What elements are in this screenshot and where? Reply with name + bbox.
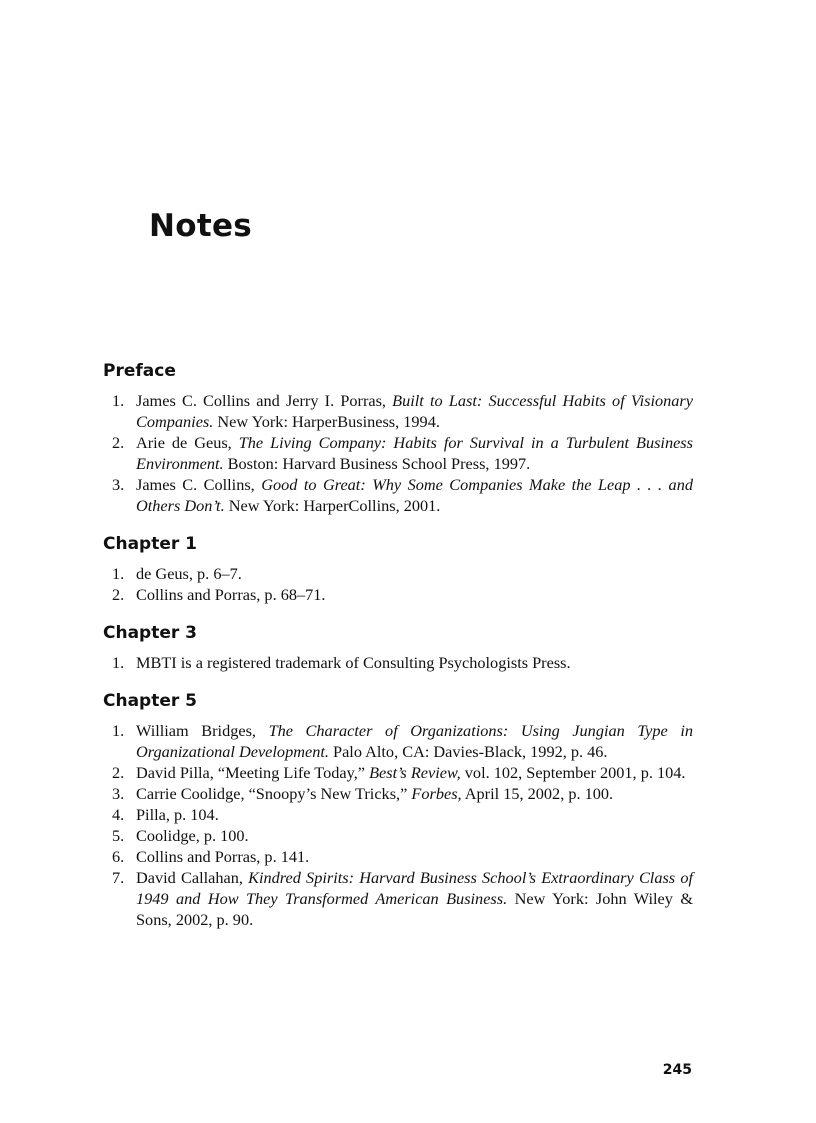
note-number: 3.: [112, 475, 125, 494]
notes-list: [103, 390, 693, 516]
note-item: [103, 432, 693, 474]
section-preface: [103, 359, 693, 516]
section-heading: Chapter 3: [103, 623, 198, 643]
note-text-segment: Carrie Coolidge, “Snoopy’s New Tricks,”: [136, 784, 412, 803]
notes-list: [103, 652, 693, 673]
section-chapter-5: [103, 689, 693, 930]
note-text: [136, 847, 309, 866]
note-text: [136, 475, 693, 515]
note-number: 1.: [112, 564, 125, 583]
page-title: Notes: [149, 208, 253, 244]
note-number: 1.: [112, 653, 125, 672]
note-text-segment: Collins and Porras, p. 68–71.: [136, 585, 326, 604]
note-number: 1.: [112, 391, 125, 410]
note-text-segment: New York: John Wiley & Sons, 2002, p. 90.: [136, 889, 693, 929]
note-item: [103, 563, 693, 584]
note-text-segment: Palo Alto, CA: Davies-Black, 1992, p. 46.: [328, 742, 608, 761]
note-text-segment: James C. Collins,: [136, 475, 262, 494]
note-text-segment: William Bridges,: [136, 721, 269, 740]
note-text-segment: Collins and Porras, p. 141.: [136, 847, 310, 866]
note-title-italic: Kindred Spirits: Harvard Business School’s Extraordinary Class of 1949 and How They Transformed American Business.: [136, 868, 693, 908]
note-title-italic: Good to Great: Why Some Companies Make the Leap . . . and Others Don’t.: [136, 475, 693, 515]
section-heading: Chapter 1: [103, 534, 198, 554]
note-text: [136, 763, 685, 782]
note-number: 2.: [112, 433, 125, 452]
note-text-segment: New York: HarperCollins, 2001.: [224, 496, 441, 515]
note-text: [136, 585, 326, 604]
note-item: [103, 584, 693, 605]
section-heading: Chapter 5: [103, 691, 198, 711]
section-heading: Preface: [103, 361, 176, 381]
page-number: 245: [662, 1062, 692, 1078]
note-text-segment: April 15, 2002, p. 100.: [461, 784, 614, 803]
note-number: 2.: [112, 763, 125, 782]
notes-list: [103, 563, 693, 605]
note-text: [136, 433, 693, 473]
note-text: [136, 564, 242, 583]
note-item: [103, 867, 693, 930]
note-text-segment: MBTI is a registered trademark of Consulting Psychologists Press.: [136, 653, 571, 672]
note-text-segment: James C. Collins and Jerry I. Porras,: [136, 391, 393, 410]
section-chapter-3: [103, 621, 693, 673]
note-item: [103, 804, 693, 825]
note-text: [136, 868, 693, 929]
note-text: [136, 826, 249, 845]
notes-list: [103, 720, 693, 930]
note-item: [103, 720, 693, 762]
note-title-italic: Best’s Review,: [369, 763, 461, 782]
note-item: [103, 762, 693, 783]
note-number: 1.: [112, 721, 125, 740]
note-item: [103, 783, 693, 804]
note-item: [103, 390, 693, 432]
notes-content: [103, 359, 693, 930]
note-text: [136, 391, 693, 431]
note-title-italic: The Living Company: Habits for Survival in a Turbulent Business Environment.: [136, 433, 693, 473]
note-item: [103, 846, 693, 867]
note-text-segment: David Callahan,: [136, 868, 249, 887]
note-text-segment: vol. 102, September 2001, p. 104.: [460, 763, 686, 782]
note-number: 6.: [112, 847, 125, 866]
note-item: [103, 474, 693, 516]
note-text-segment: David Pilla, “Meeting Life Today,”: [136, 763, 370, 782]
note-text: [136, 653, 571, 672]
note-text: [136, 805, 219, 824]
note-item: [103, 652, 693, 673]
note-text-segment: New York: HarperBusiness, 1994.: [213, 412, 440, 431]
note-text-segment: Pilla, p. 104.: [136, 805, 219, 824]
note-title-italic: Built to Last: Successful Habits of Visionary Companies.: [136, 391, 693, 431]
note-text-segment: Coolidge, p. 100.: [136, 826, 249, 845]
note-title-italic: The Character of Organizations: Using Jungian Type in Organizational Development.: [136, 721, 693, 761]
note-text-segment: Arie de Geus,: [136, 433, 239, 452]
note-text-segment: Boston: Harvard Business School Press, 1997.: [223, 454, 531, 473]
note-number: 2.: [112, 585, 125, 604]
section-chapter-1: [103, 532, 693, 605]
note-number: 3.: [112, 784, 125, 803]
note-title-italic: Forbes,: [411, 784, 462, 803]
note-text-segment: de Geus, p. 6–7.: [136, 564, 242, 583]
note-item: [103, 825, 693, 846]
note-text: [136, 721, 693, 761]
note-number: 7.: [112, 868, 125, 887]
note-text: [136, 784, 613, 803]
note-number: 4.: [112, 805, 125, 824]
note-number: 5.: [112, 826, 125, 845]
